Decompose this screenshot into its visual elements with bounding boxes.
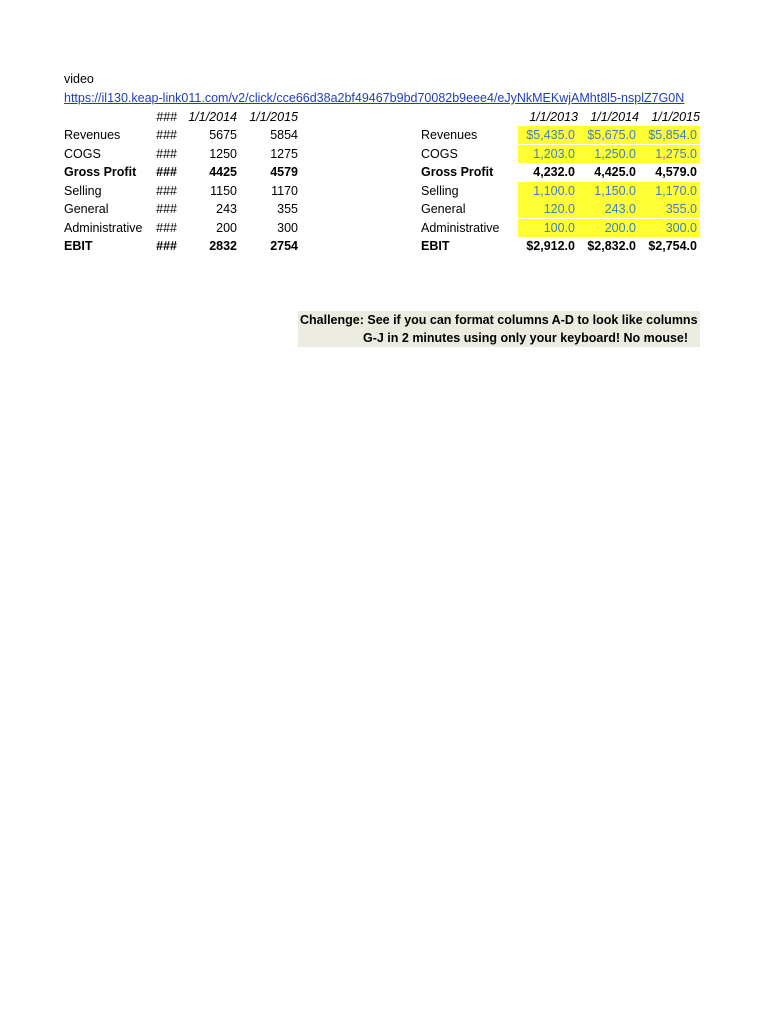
highlighted-cell-value[interactable]: 1,150.0 [578,182,639,200]
right-header-cell[interactable]: 1/1/2013 [529,110,578,124]
cell-value[interactable]: ### [156,239,177,253]
cell-value[interactable]: 4,425.0 [594,165,636,179]
cell-value[interactable]: 4579 [270,165,298,179]
row-label[interactable]: Gross Profit [421,165,494,179]
cell-value[interactable]: 243 [216,202,237,216]
highlighted-cell-value[interactable]: 300.0 [639,219,700,237]
row-label[interactable]: Administrative [64,220,143,235]
challenge-line-1: Challenge: See if you can format columns A-D to look like columns [300,313,698,327]
highlighted-cell-value[interactable]: 120.0 [518,200,578,218]
row-label[interactable]: Administrative [421,220,500,235]
cell-value[interactable]: 4,232.0 [533,165,575,179]
highlighted-cell-value[interactable]: 1,275.0 [639,145,700,163]
left-header-cell[interactable]: 1/1/2014 [188,110,237,124]
video-link[interactable]: https://il130.keap-link011.com/v2/click/cce66d38a2bf49467b9bd70082b9eee4/eJyNkMEKwjAMht8l5-nsplZ7G0N [64,91,685,105]
cell-value[interactable]: ### [156,165,177,179]
cell-value[interactable]: 2754 [270,239,298,253]
row-label[interactable]: COGS [64,146,101,161]
highlighted-cell-value[interactable]: 243.0 [578,200,639,218]
challenge-note [298,311,700,347]
cell-value[interactable]: 1250 [209,146,237,161]
challenge-line-2: G-J in 2 minutes using only your keyboard! No mouse! [363,331,689,345]
cell-value[interactable]: 4425 [209,165,237,179]
cell-value[interactable]: 2832 [209,239,237,253]
cell-value[interactable]: ### [156,146,177,161]
video-label: video [64,72,94,86]
cell-value[interactable]: 1150 [210,183,237,198]
left-header-cell[interactable]: 1/1/2015 [249,110,298,124]
right-header-cell[interactable]: 1/1/2014 [590,110,639,124]
cell-value[interactable]: ### [156,183,177,198]
highlighted-cell-value[interactable]: $5,675.0 [578,126,639,144]
cell-value[interactable]: $2,912.0 [526,239,575,253]
row-label[interactable]: Gross Profit [64,165,137,179]
highlighted-cell-value[interactable]: $5,435.0 [518,126,578,144]
highlighted-cell-value[interactable]: 100.0 [518,219,578,237]
highlighted-cell-value[interactable]: 1,250.0 [578,145,639,163]
cell-value[interactable]: 1275 [270,146,298,161]
cell-value[interactable]: ### [156,128,177,142]
cell-value[interactable]: 300 [277,220,298,235]
highlighted-cell-value[interactable]: 355.0 [639,200,700,218]
cell-value[interactable]: $2,754.0 [648,239,697,253]
row-label[interactable]: Revenues [64,128,121,142]
row-label[interactable]: General [421,202,466,216]
row-label[interactable]: Selling [64,183,102,198]
row-label[interactable]: EBIT [64,239,93,253]
cell-value[interactable]: 5675 [209,128,237,142]
cell-value[interactable]: ### [156,220,177,235]
right-header-cell[interactable]: 1/1/2015 [651,110,700,124]
left-header-cell[interactable]: ### [156,110,177,124]
row-label[interactable]: Selling [421,183,459,198]
highlighted-cell-value[interactable]: 1,170.0 [639,182,700,200]
cell-value[interactable]: ### [156,202,177,216]
row-label[interactable]: Revenues [421,128,478,142]
highlighted-cell-value[interactable]: 200.0 [578,219,639,237]
cell-value[interactable]: 1170 [271,183,298,198]
cell-value[interactable]: 200 [216,220,237,235]
row-label[interactable]: General [64,202,109,216]
row-label[interactable]: EBIT [421,239,450,253]
highlighted-cell-value[interactable]: 1,203.0 [518,145,578,163]
cell-value[interactable]: 4,579.0 [655,165,697,179]
row-label[interactable]: COGS [421,146,458,161]
cell-value[interactable]: 5854 [270,128,298,142]
cell-value[interactable]: $2,832.0 [587,239,636,253]
highlighted-cell-value[interactable]: $5,854.0 [639,126,700,144]
cell-value[interactable]: 355 [277,202,298,216]
highlighted-cell-value[interactable]: 1,100.0 [518,182,578,200]
